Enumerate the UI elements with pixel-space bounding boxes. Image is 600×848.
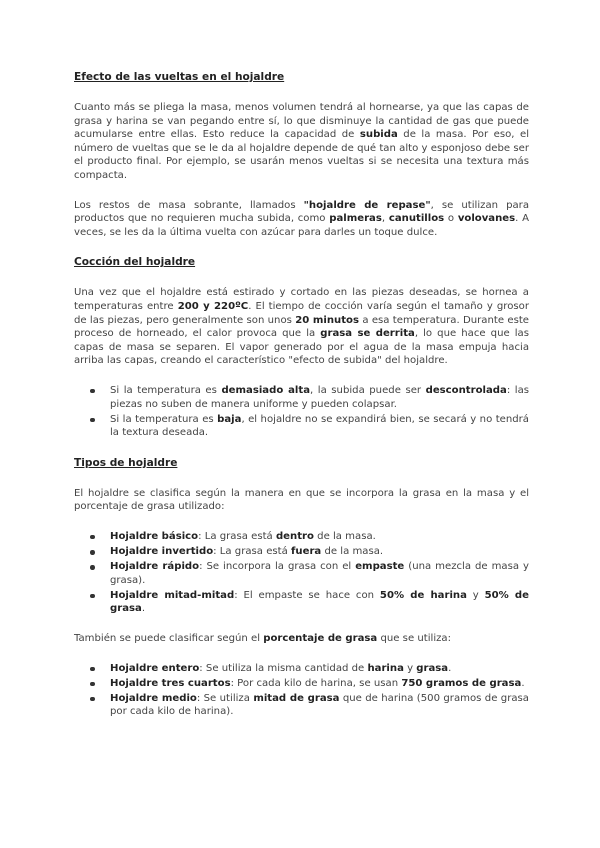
paragraph: El hojaldre se clasifica según la manera en que se incorpora la grasa en la masa y el porcentaje de grasa utilizado: — [74, 487, 529, 513]
list-item: Hojaldre tres cuartos: Por cada kilo de harina, se usan 750 gramos de grasa. — [74, 677, 529, 691]
paragraph: También se puede clasificar según el porcentaje de grasa que se utiliza: — [74, 633, 452, 645]
section-heading-tipos: Tipos de hojaldre — [74, 456, 178, 469]
document-page — [74, 70, 529, 735]
bullet-list-tipos — [74, 530, 529, 616]
list-item: Hojaldre mitad-mitad: El empaste se hace con 50% de harina y 50% de grasa. — [74, 589, 529, 616]
section-heading-coccion: Cocción del hojaldre — [74, 256, 196, 269]
list-item: Hojaldre rápido: Se incorpora la grasa con el empaste (una mezcla de masa y grasa). — [74, 560, 529, 587]
paragraph: Cuanto más se pliega la masa, menos volumen tendrá al hornearse, ya que las capas de grasa y harina se van pegando entre sí, lo que disminuye la cantidad de gas que puede acumularse entre ellas. Esto reduce la capacidad de subida de la masa. Por eso, el número de vueltas que se le da al hojaldre depende de qué tan alto y esponjoso debe ser el producto final. Por ejemplo, se usarán menos vueltas si se necesita una textura más compacta. — [74, 102, 529, 181]
list-item: Si la temperatura es demasiado alta, la subida puede ser descontrolada: las piezas no suben de manera uniforme y pueden colapsar. — [74, 384, 529, 411]
bullet-list-porcentaje — [74, 662, 529, 719]
list-item: Si la temperatura es baja, el hojaldre no se expandirá bien, se secará y no tendrá la textura deseada. — [74, 413, 529, 440]
paragraph: Una vez que el hojaldre está estirado y cortado en las piezas deseadas, se hornea a temperaturas entre 200 y 220ºC. El tiempo de cocción varía según el tamaño y grosor de las piezas, pero generalmente son unos 20 minutos a esa temperatura. Durante este proceso de horneado, el calor provoca que la grasa se derrita, lo que hace que las capas de masa se separen. El vapor generado por el agua de la masa empuja hacia arriba las capas, creando el característico "efecto de subida" del hojaldre. — [74, 287, 529, 367]
list-item: Hojaldre medio: Se utiliza mitad de grasa que de harina (500 gramos de grasa por cada kilo de harina). — [74, 692, 529, 719]
section-heading-vueltas: Efecto de las vueltas en el hojaldre — [74, 71, 285, 83]
list-item: Hojaldre básico: La grasa está dentro de la masa. — [74, 530, 529, 544]
list-item: Hojaldre entero: Se utiliza la misma cantidad de harina y grasa. — [74, 662, 529, 676]
bullet-list-temperatura — [74, 384, 529, 440]
paragraph: Los restos de masa sobrante, llamados "hojaldre de repase", se utilizan para productos que no requieren mucha subida, como palmeras, canutillos o volovanes. A veces, se les da la última vuelta con azúcar para darles un toque dulce. — [74, 199, 530, 238]
list-item: Hojaldre invertido: La grasa está fuera de la masa. — [74, 545, 529, 559]
